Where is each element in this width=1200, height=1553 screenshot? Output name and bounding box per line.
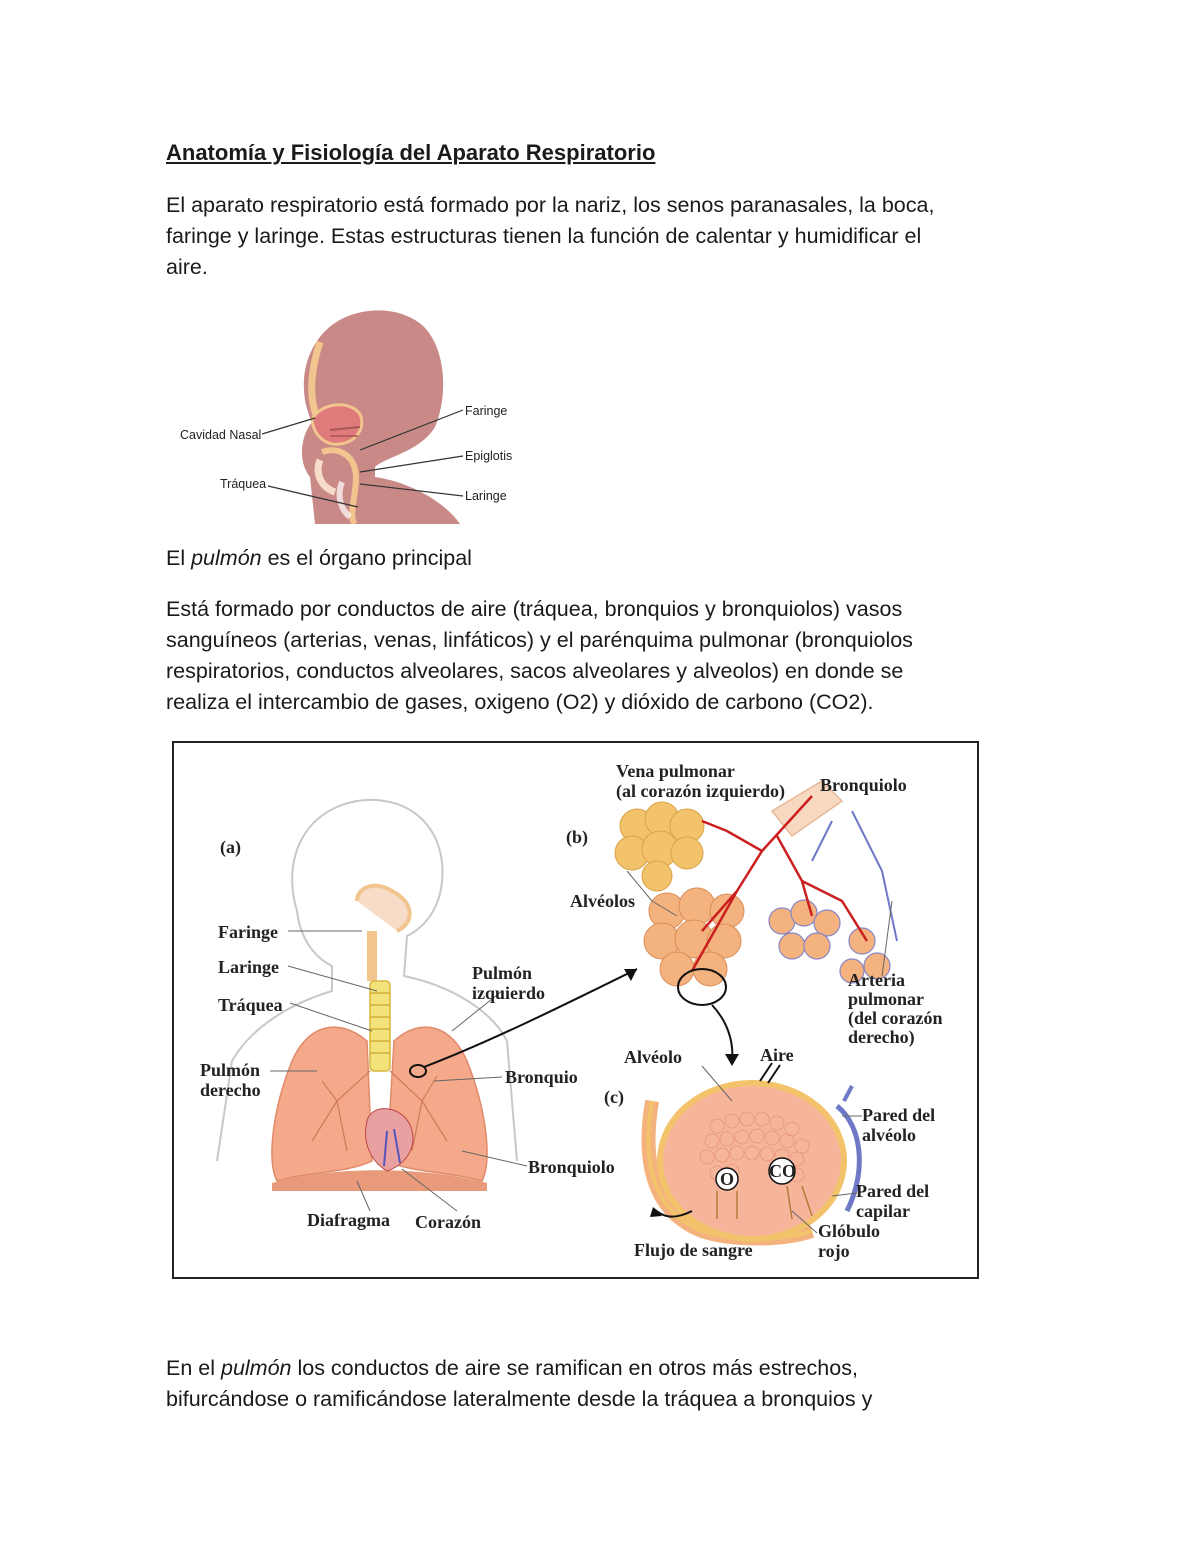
label-epiglotis: Epiglotis <box>465 449 513 463</box>
lung-emphasis: pulmón <box>191 546 262 570</box>
label-pulmon-izquierdo: Pulmón <box>472 963 533 983</box>
closing-paragraph <box>166 1353 1046 1415</box>
head-anatomy-figure <box>170 302 520 524</box>
panel-c-label: (c) <box>604 1087 624 1107</box>
head-illustration <box>302 310 460 524</box>
structure-line: sanguíneos (arterias, venas, linfáticos) y el parénquima pulmonar (bronquiolos <box>166 628 913 652</box>
label-arteria-3: (del corazón <box>848 1008 943 1028</box>
label-bronquiolo-b: Bronquiolo <box>820 775 907 795</box>
label-pulmon-izquierdo-2: izquierdo <box>472 983 546 1003</box>
label-flujo-sangre: Flujo de sangre <box>634 1240 753 1260</box>
label-bronquiolo-a: Bronquiolo <box>528 1157 615 1177</box>
label-faringe: Faringe <box>465 404 508 418</box>
label-vena-pulmonar: Vena pulmonar <box>616 761 735 781</box>
label-arteria-4: derecho) <box>848 1027 915 1047</box>
lung-sentence <box>166 543 1046 574</box>
label-pared-alveolo-2: alvéolo <box>862 1125 916 1145</box>
label-traquea: Tráquea <box>218 995 283 1015</box>
label-faringe: Faringe <box>218 922 278 942</box>
label-pared-capilar-2: capilar <box>856 1201 910 1221</box>
panel-a-label: (a) <box>220 837 241 857</box>
structure-paragraph <box>166 594 1046 718</box>
respiratory-system-figure <box>172 741 979 1279</box>
label-laringe: Laringe <box>465 489 507 503</box>
label-arteria: Arteria <box>848 970 905 990</box>
structure-line: realiza el intercambio de gases, oxigeno (O2) y dióxido de carbono (CO2). <box>166 690 874 714</box>
intro-line: El aparato respiratorio está formado por la nariz, los senos paranasales, la boca, <box>166 193 935 217</box>
label-pared-alveolo: Pared del <box>862 1105 936 1125</box>
label-vena-pulmonar-2: (al corazón izquierdo) <box>616 781 785 801</box>
label-aire: Aire <box>760 1045 794 1065</box>
label-corazon: Corazón <box>415 1212 481 1232</box>
intro-line: faringe y laringe. Estas estructuras tienen la función de calentar y humidificar el <box>166 224 922 248</box>
label-pared-capilar: Pared del <box>856 1181 930 1201</box>
label-globulo-2: rojo <box>818 1241 850 1261</box>
document-title: Anatomía y Fisiología del Aparato Respiratorio <box>166 140 656 165</box>
structure-line: Está formado por conductos de aire (tráquea, bronquios y bronquiolos) vasos <box>166 597 903 621</box>
label-diafragma: Diafragma <box>307 1210 390 1230</box>
structure-line: respiratorios, conductos alveolares, sacos alveolares y alveolos) en donde se <box>166 659 904 683</box>
label-alveolo: Alvéolo <box>624 1047 682 1067</box>
closing-line-rest: los conductos de aire se ramifican en otros más estrechos, <box>291 1356 858 1380</box>
intro-paragraph <box>166 190 1046 283</box>
label-globulo: Glóbulo <box>818 1221 881 1241</box>
label-traquea: Tráquea <box>220 477 267 491</box>
lung-sentence-start: El <box>166 546 192 570</box>
label-pulmon-derecho: Pulmón <box>200 1060 261 1080</box>
closing-line: bifurcándose o ramificándose lateralmente desde la tráquea a bronquios y <box>166 1387 873 1411</box>
panel-b-label: (b) <box>566 827 588 847</box>
label-cavidad-nasal: Cavidad Nasal <box>180 428 262 442</box>
label-arteria-2: pulmonar <box>848 989 925 1009</box>
closing-emphasis: pulmón <box>220 1356 292 1380</box>
closing-line <box>166 1353 1046 1384</box>
label-pulmon-derecho-2: derecho <box>200 1080 261 1100</box>
label-bronquio: Bronquio <box>505 1067 578 1087</box>
lung-sentence-end: es el órgano principal <box>261 546 472 570</box>
label-alveolos: Alvéolos <box>570 891 635 911</box>
closing-line-start: En el <box>166 1356 221 1380</box>
label-co2: CO <box>769 1161 796 1181</box>
label-laringe: Laringe <box>218 957 279 977</box>
intro-line: aire. <box>166 255 208 279</box>
label-o2: O <box>720 1169 735 1189</box>
